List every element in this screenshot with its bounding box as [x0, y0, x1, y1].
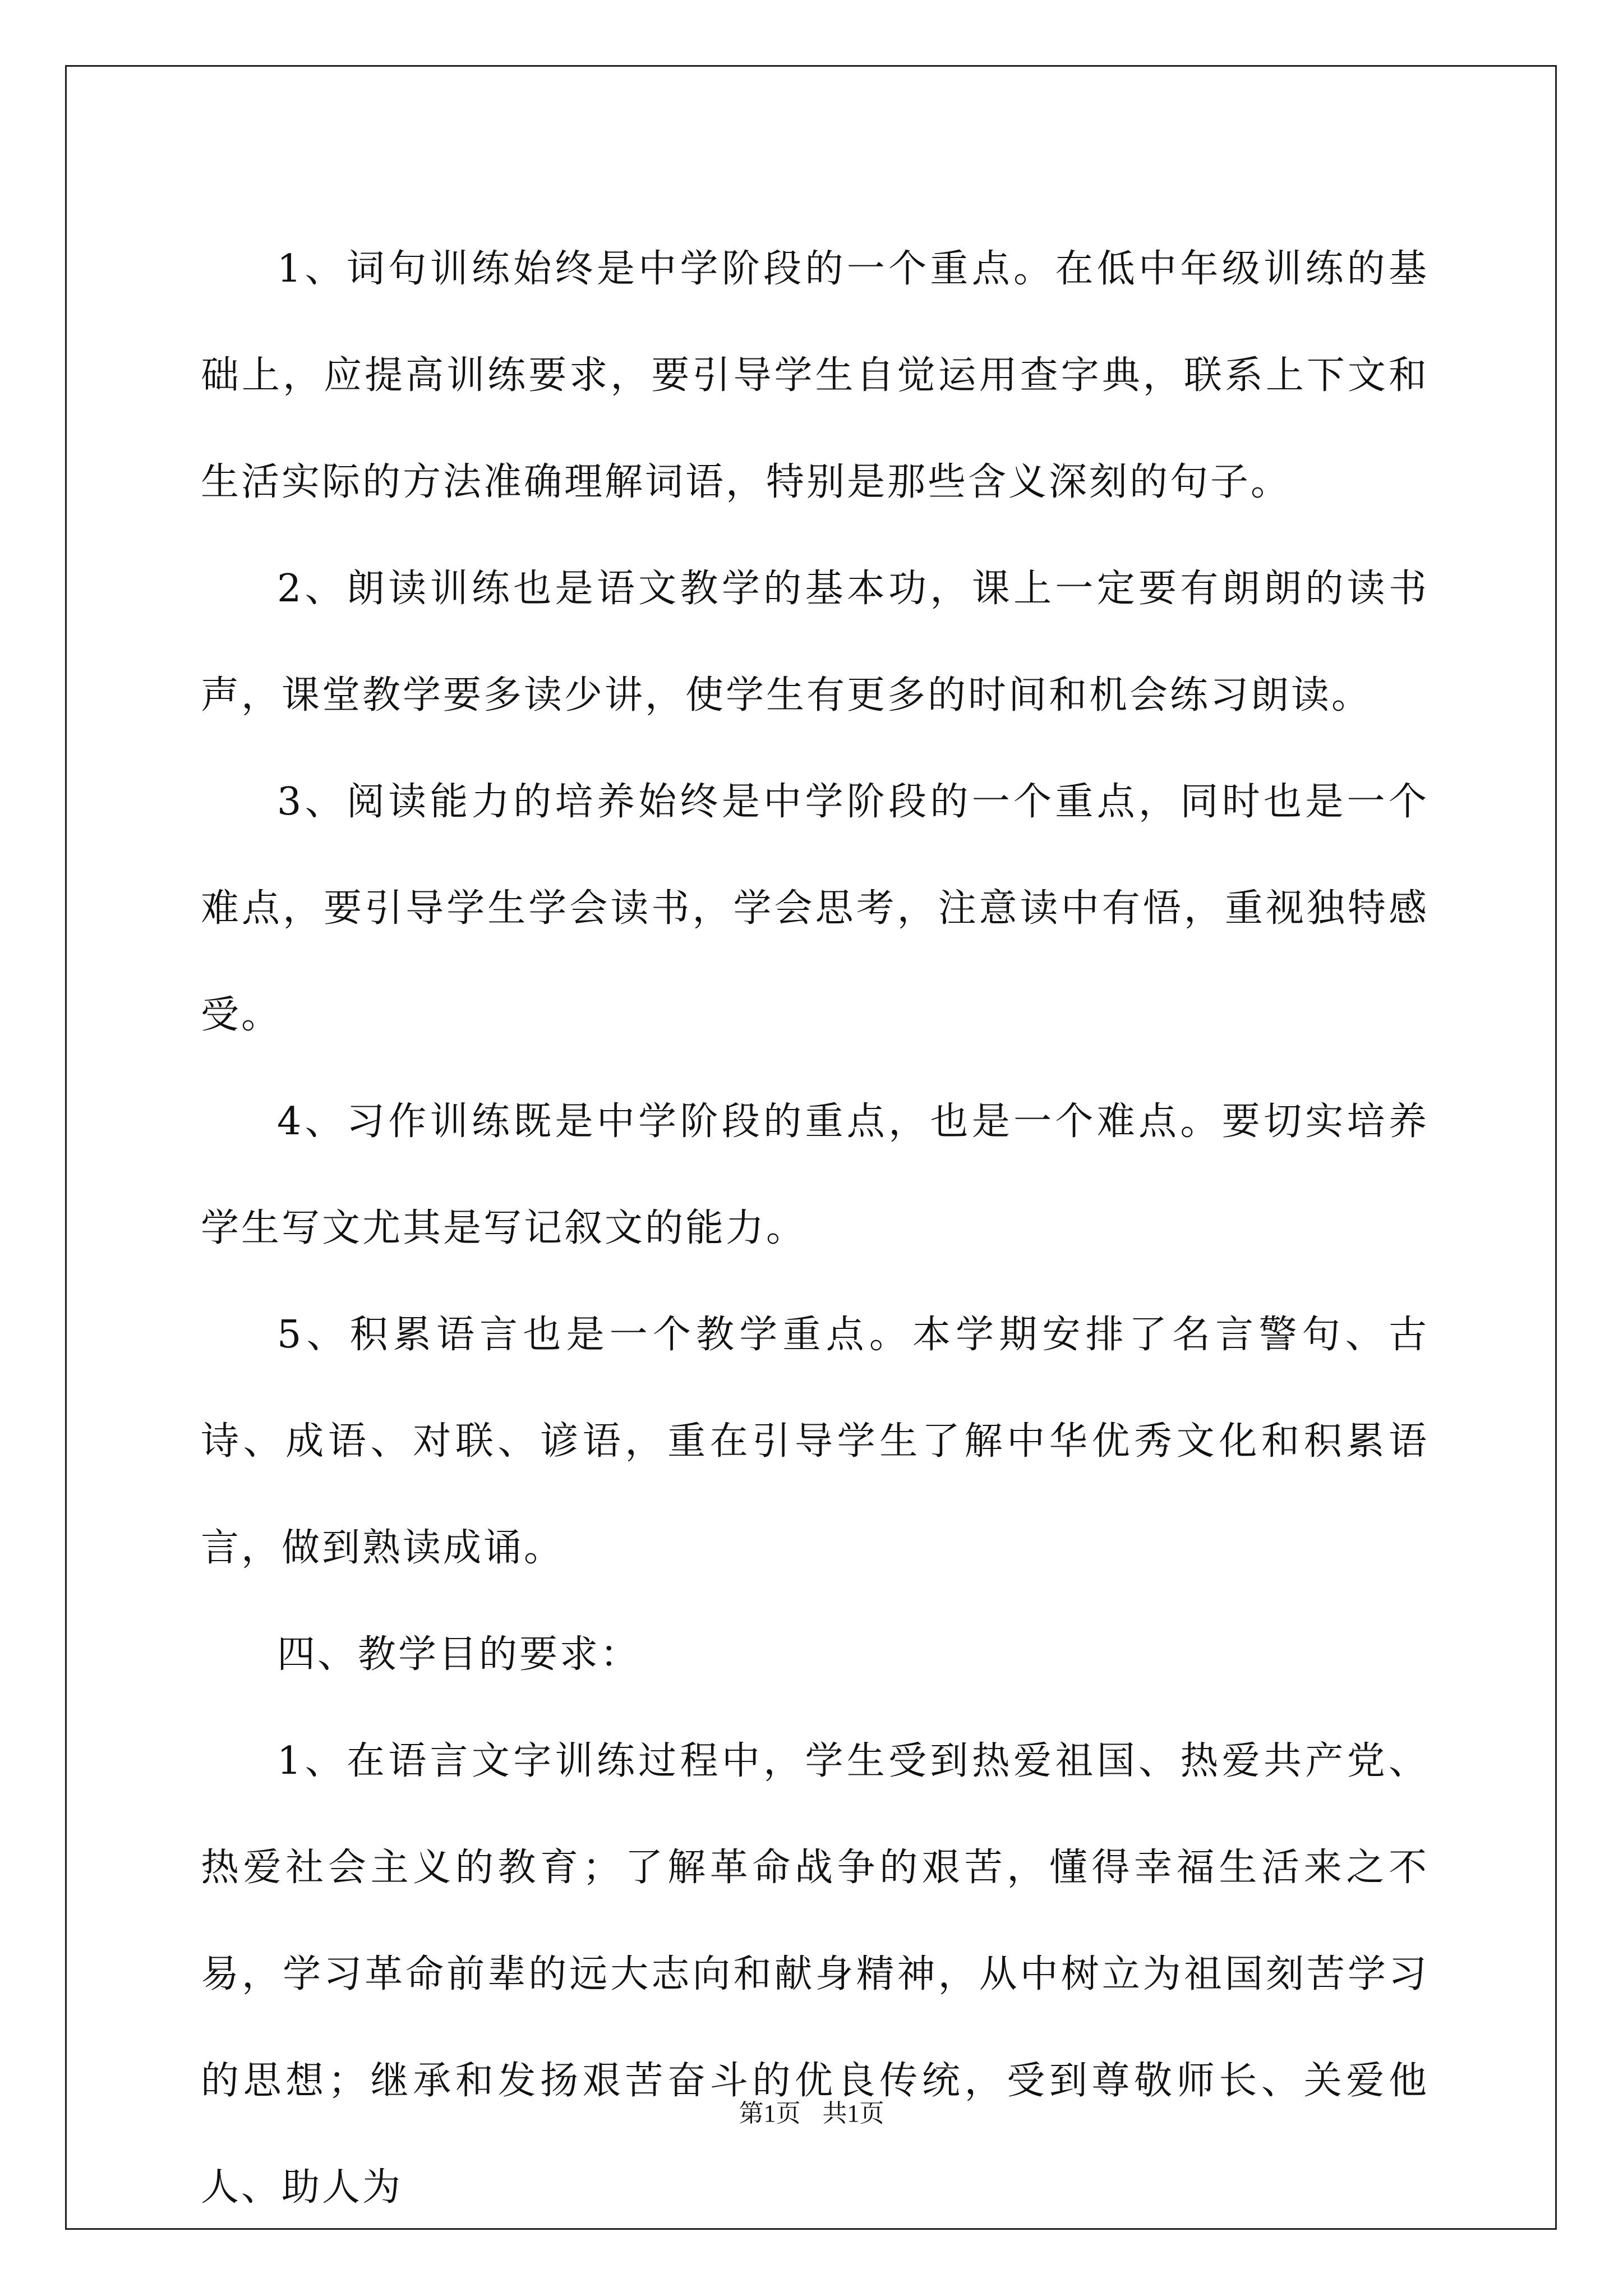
page-number-total: 共1页	[822, 2100, 884, 2127]
document-body	[201, 216, 1429, 2241]
paragraph-language-accumulation: 5、积累语言也是一个教学重点。本学期安排了名言警句、古诗、成语、对联、谚语，重在引导学生了解中华优秀文化和积累语言，做到熟读成诵。	[201, 1313, 1429, 1570]
page-number-current: 第1页	[739, 2100, 801, 2127]
paragraph-reading-aloud: 2、朗读训练也是语文教学的基本功，课上一定要有朗朗的读书声，课堂教学要多读少讲，使学生有更多的时间和机会练习朗读。	[201, 567, 1429, 717]
paragraph-reading-ability: 3、阅读能力的培养始终是中学阶段的一个重点，同时也是一个难点，要引导学生学会读书，学会思考，注意读中有悟，重视独特感受。	[201, 780, 1429, 1037]
paragraph-goal-1: 1、在语言文字训练过程中，学生受到热爱祖国、热爱共产党、热爱社会主义的教育；了解革命战争的艰苦，懂得幸福生活来之不易，学习革命前辈的远大志向和献身精神，从中树立为祖国刻苦学习的思想；继承和发扬艰苦奋斗的优良传统，受到尊敬师长、关爱他人、助人为	[201, 1739, 1429, 2210]
paragraph-word-training: 1、词句训练始终是中学阶段的一个重点。在低中年级训练的基础上，应提高训练要求，要引导学生自觉运用查字典，联系上下文和生活实际的方法准确理解词语，特别是那些含义深刻的句子。	[201, 247, 1429, 504]
page-footer	[0, 2097, 1623, 2131]
paragraph-writing-training: 4、习作训练既是中学阶段的重点，也是一个难点。要切实培养学生写文尤其是写记叙文的能力。	[201, 1099, 1429, 1250]
section-heading-teaching-goals: 四、教学目的要求：	[277, 1632, 641, 1677]
